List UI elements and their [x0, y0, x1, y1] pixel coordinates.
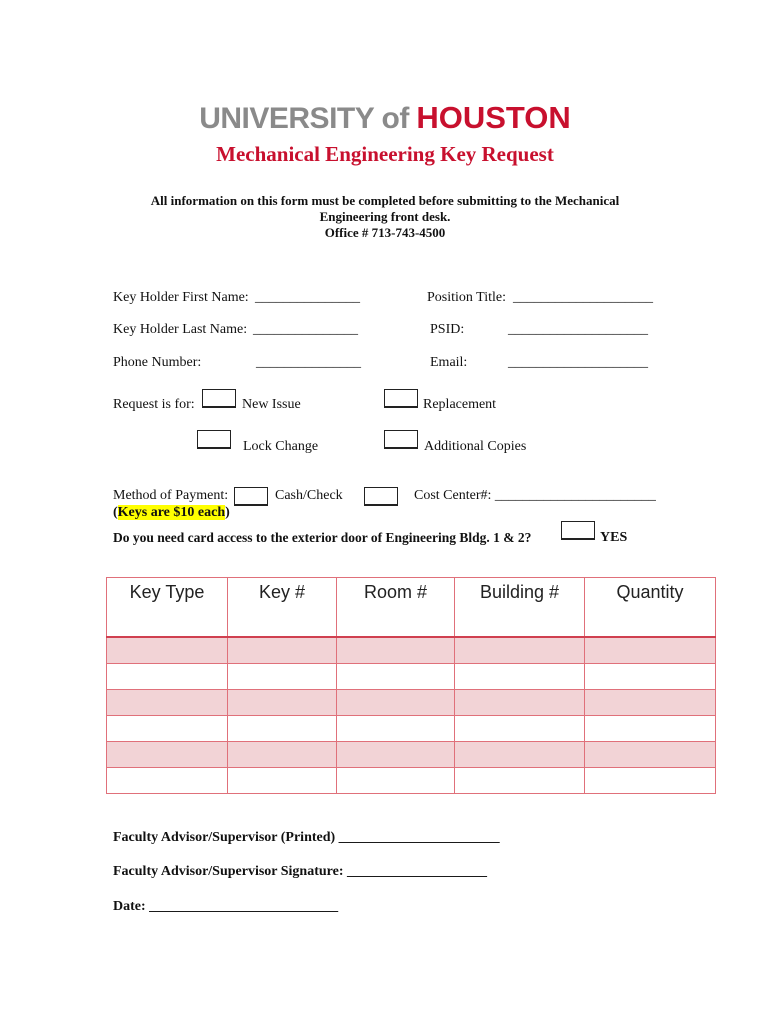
phone-field[interactable]: _______________: [256, 355, 361, 370]
first-name-field[interactable]: _______________: [255, 290, 360, 305]
table-cell[interactable]: [585, 742, 716, 768]
payment-label: Method of Payment:: [113, 488, 229, 503]
card-access-yes-checkbox[interactable]: [561, 521, 595, 540]
cost-center-field[interactable]: Cost Center#: _______________________: [414, 488, 656, 503]
table-header-row: [107, 578, 716, 638]
logo-houston-text: HOUSTON: [416, 100, 571, 135]
table-row: [107, 716, 716, 742]
table-cell[interactable]: [455, 690, 585, 716]
header-quantity: Quantity: [585, 578, 716, 638]
header-key-number: Key #: [228, 578, 337, 638]
table-cell[interactable]: [455, 768, 585, 794]
psid-label: PSID:: [430, 322, 465, 337]
table-cell[interactable]: [228, 742, 337, 768]
key-price-note: [113, 505, 230, 521]
table-cell[interactable]: [228, 716, 337, 742]
table-cell[interactable]: [337, 742, 455, 768]
table-cell[interactable]: [337, 690, 455, 716]
last-name-label: Key Holder Last Name:: [113, 322, 248, 337]
instructions-line-3: Office # 713-743-4500: [324, 225, 446, 240]
table-cell[interactable]: [455, 664, 585, 690]
table-cell[interactable]: [337, 664, 455, 690]
header-building-number: Building #: [455, 578, 585, 638]
table-cell[interactable]: [228, 664, 337, 690]
key-request-table: [106, 577, 716, 794]
header-key-type: Key Type: [107, 578, 228, 638]
table-cell[interactable]: [107, 664, 228, 690]
email-label: Email:: [430, 355, 468, 370]
date-field[interactable]: Date: ___________________________: [113, 899, 339, 914]
new-issue-checkbox[interactable]: [202, 389, 236, 408]
replacement-checkbox[interactable]: [384, 389, 418, 408]
table-cell[interactable]: [455, 742, 585, 768]
instructions-line-1: All information on this form must be completed before submitting to the Mechanical: [150, 193, 620, 208]
advisor-signature-field[interactable]: Faculty Advisor/Supervisor Signature: ____________________: [113, 864, 488, 879]
lock-change-label: Lock Change: [243, 439, 319, 454]
phone-label: Phone Number:: [113, 355, 202, 370]
table-cell[interactable]: [107, 716, 228, 742]
card-access-question: Do you need card access to the exterior door of Engineering Bldg. 1 & 2?: [113, 530, 532, 545]
table-cell[interactable]: [107, 690, 228, 716]
additional-copies-checkbox[interactable]: [384, 430, 418, 449]
advisor-printed-name-field[interactable]: Faculty Advisor/Supervisor (Printed) _______________________: [113, 830, 500, 845]
table-cell[interactable]: [228, 637, 337, 664]
lock-change-checkbox[interactable]: [197, 430, 231, 449]
last-name-field[interactable]: _______________: [253, 322, 358, 337]
cost-center-checkbox[interactable]: [364, 487, 398, 506]
table-row: [107, 690, 716, 716]
psid-field[interactable]: ____________________: [508, 322, 648, 337]
new-issue-label: New Issue: [242, 397, 301, 412]
table-cell[interactable]: [228, 768, 337, 794]
form-title: Mechanical Engineering Key Request: [216, 142, 554, 166]
table-cell[interactable]: [107, 742, 228, 768]
table-cell[interactable]: [455, 637, 585, 664]
table-cell[interactable]: [585, 768, 716, 794]
first-name-label: Key Holder First Name:: [113, 290, 249, 305]
table-row: [107, 768, 716, 794]
additional-copies-label: Additional Copies: [424, 439, 527, 454]
table-cell[interactable]: [585, 664, 716, 690]
cash-check-checkbox[interactable]: [234, 487, 268, 506]
email-field[interactable]: ____________________: [508, 355, 648, 370]
key-price-text: Keys are $10 each: [117, 505, 226, 520]
replacement-label: Replacement: [423, 397, 497, 412]
request-label: Request is for:: [113, 397, 195, 412]
university-logo: [0, 100, 770, 137]
table-cell[interactable]: [107, 637, 228, 664]
table-row: [107, 637, 716, 664]
table-cell[interactable]: [337, 637, 455, 664]
table-cell[interactable]: [585, 637, 716, 664]
key-price-close: ): [225, 505, 230, 520]
table-cell[interactable]: [107, 768, 228, 794]
table-cell[interactable]: [337, 768, 455, 794]
instructions-line-2: Engineering front desk.: [319, 209, 451, 224]
logo-university-text: UNIVERSITY of: [199, 102, 409, 135]
table-row: [107, 742, 716, 768]
key-price-open: (: [113, 505, 118, 520]
table-cell[interactable]: [585, 690, 716, 716]
table-cell[interactable]: [337, 716, 455, 742]
table-cell[interactable]: [228, 690, 337, 716]
form-instructions: [0, 193, 770, 241]
position-title-field[interactable]: ____________________: [513, 290, 653, 305]
cash-check-label: Cash/Check: [275, 488, 343, 503]
card-access-yes-label: YES: [600, 530, 628, 545]
table-cell[interactable]: [455, 716, 585, 742]
position-title-label: Position Title:: [427, 290, 506, 305]
table-row: [107, 664, 716, 690]
table-cell[interactable]: [585, 716, 716, 742]
header-room-number: Room #: [337, 578, 455, 638]
